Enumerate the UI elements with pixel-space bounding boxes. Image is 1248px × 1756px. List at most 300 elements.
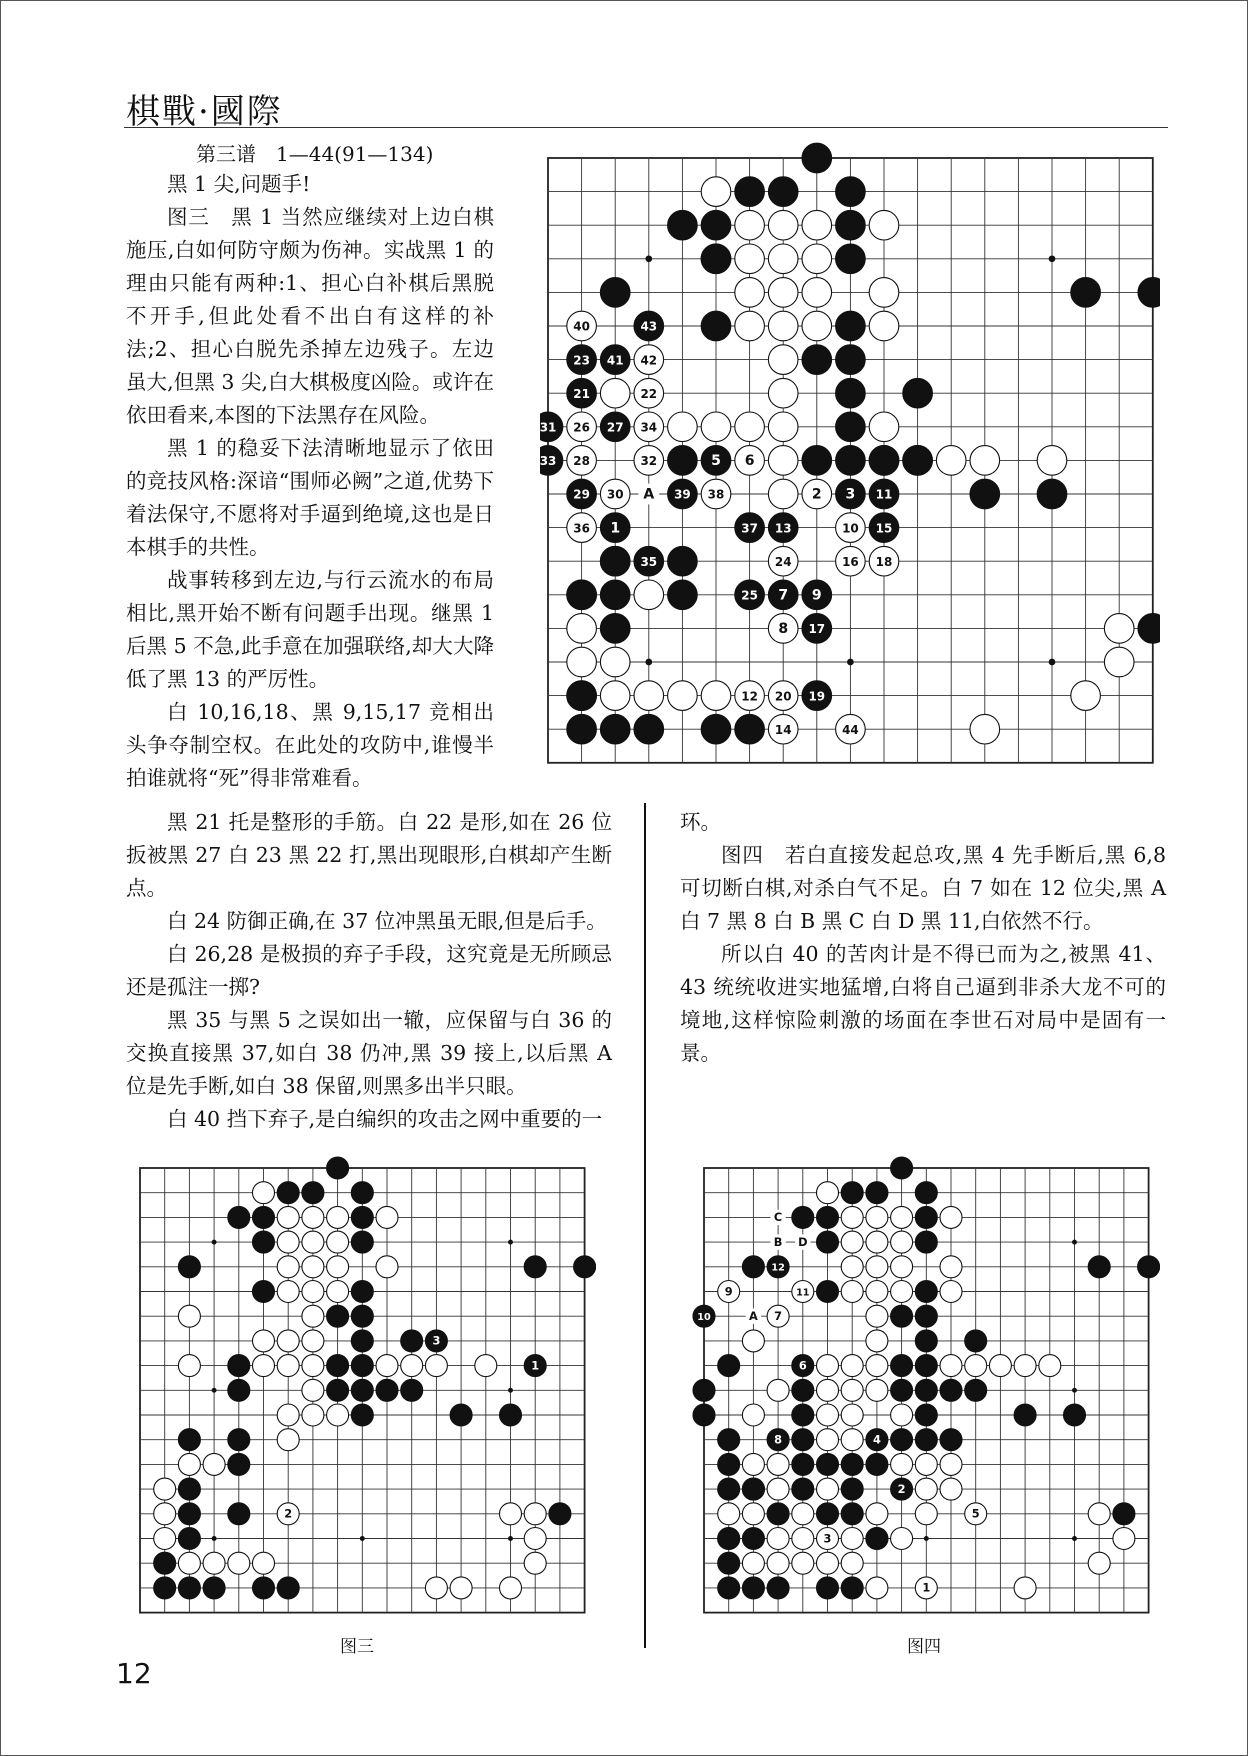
black-stone <box>817 1577 839 1599</box>
black-stone <box>841 1478 863 1500</box>
black-stone <box>668 210 698 240</box>
black-stone <box>792 1404 814 1426</box>
white-stone <box>277 1281 299 1303</box>
white-stone <box>327 1231 349 1253</box>
black-stone <box>701 311 731 341</box>
white-stone <box>970 714 1000 744</box>
stone-label: 13 <box>774 521 792 536</box>
white-stone <box>178 1305 200 1327</box>
black-stone <box>401 1330 423 1352</box>
paragraph: 白 10,16,18、黑 9,15,17 竞相出头争夺制空权。在此处的攻防中,谁慢半拍谁就将“死”得非常难看。 <box>126 700 494 790</box>
black-stone <box>154 1577 176 1599</box>
black-stone <box>891 1355 913 1377</box>
paragraph: 黑 21 托是整形的手筋。白 22 是形,如在 26 位扳被黑 27 白 23 黑 22 打,黑出现眼形,白棋却产生断点。 <box>126 810 612 900</box>
white-stone <box>742 1503 764 1525</box>
black-stone <box>802 143 832 173</box>
paragraph: 环。 <box>680 810 721 834</box>
black-stone <box>742 1256 764 1278</box>
black-stone <box>841 1503 863 1525</box>
black-stone <box>693 1379 715 1401</box>
black-stone <box>253 1231 275 1253</box>
stone-label: 9 <box>811 587 822 604</box>
white-stone <box>792 1503 814 1525</box>
black-stone <box>500 1404 522 1426</box>
black-stone <box>228 1355 250 1377</box>
white-stone <box>524 1503 546 1525</box>
white-stone <box>302 1404 324 1426</box>
white-stone <box>302 1305 324 1327</box>
white-stone <box>735 412 765 442</box>
black-stone <box>228 1453 250 1475</box>
white-stone <box>866 1256 888 1278</box>
black-stone <box>668 446 698 476</box>
star-point <box>847 659 854 666</box>
star-point <box>1049 659 1056 666</box>
black-stone <box>178 1256 200 1278</box>
black-stone <box>940 1429 962 1451</box>
black-stone <box>634 714 664 744</box>
stone-label: B <box>773 1234 783 1249</box>
white-stone <box>1104 614 1134 644</box>
black-stone <box>327 1355 349 1377</box>
white-stone <box>701 681 731 711</box>
stone-label: 40 <box>573 319 590 334</box>
stone-label: 20 <box>774 689 792 704</box>
white-stone <box>277 1330 299 1352</box>
white-stone <box>767 1379 789 1401</box>
black-stone <box>792 1453 814 1475</box>
stone-label: 8 <box>774 1432 783 1447</box>
black-stone <box>965 1379 987 1401</box>
black-stone <box>718 1528 740 1550</box>
paragraph: 战事转移到左边,与行云流水的布局相比,黑开始不断有问题手出现。继黑 1 后黑 5 不急,此手意在加强联络,却大大降低了黑 13 的严厉性。 <box>126 568 494 691</box>
white-stone <box>701 412 731 442</box>
white-stone <box>253 1355 275 1377</box>
white-stone <box>327 1256 349 1278</box>
white-stone <box>891 1281 913 1303</box>
stone-label: 36 <box>573 521 590 536</box>
stone-label: 35 <box>640 554 658 569</box>
white-stone <box>802 278 832 308</box>
stone-label: 6 <box>798 1358 807 1373</box>
stone-label: 5 <box>711 453 721 470</box>
white-stone <box>866 1281 888 1303</box>
black-stone <box>915 1182 937 1204</box>
black-stone <box>915 1330 937 1352</box>
white-stone <box>841 1206 863 1228</box>
star-point <box>212 1388 217 1393</box>
black-stone <box>817 1231 839 1253</box>
white-stone <box>891 1404 913 1426</box>
black-stone <box>915 1429 937 1451</box>
stone-label: 42 <box>640 353 658 368</box>
paragraph: 所以白 40 的苦肉计是不得已而为之,被黑 41、43 统统收进实地猛增,白将自己逼到非杀大龙不可的境地,这样惊险刺激的场面在李世石对局中是固有一景。 <box>680 942 1166 1065</box>
black-stone <box>792 1478 814 1500</box>
white-stone <box>600 647 630 677</box>
stone-label: 25 <box>741 588 758 603</box>
black-stone <box>351 1182 373 1204</box>
black-stone <box>836 311 866 341</box>
white-stone <box>154 1478 176 1500</box>
black-stone <box>817 1206 839 1228</box>
column-divider <box>644 803 646 1648</box>
stone-label: 5 <box>971 1506 980 1521</box>
black-stone <box>600 714 630 744</box>
white-stone <box>302 1231 324 1253</box>
white-stone <box>302 1206 324 1228</box>
stone-label: 17 <box>808 622 826 637</box>
white-stone <box>500 1503 522 1525</box>
white-stone <box>302 1379 324 1401</box>
white-stone <box>302 1355 324 1377</box>
black-stone <box>817 1281 839 1303</box>
white-stone <box>203 1552 225 1574</box>
black-stone <box>1014 1404 1036 1426</box>
white-stone <box>841 1379 863 1401</box>
white-stone <box>634 580 664 610</box>
white-stone <box>302 1281 324 1303</box>
stone-label: 10 <box>697 1311 711 1323</box>
white-stone <box>891 1256 913 1278</box>
black-stone <box>817 1453 839 1475</box>
white-stone <box>940 1355 962 1377</box>
white-stone <box>940 1453 962 1475</box>
white-stone <box>802 210 832 240</box>
white-stone <box>1113 1528 1135 1550</box>
white-stone <box>327 1206 349 1228</box>
white-stone <box>768 378 798 408</box>
white-stone <box>841 1355 863 1377</box>
black-stone <box>965 1330 987 1352</box>
white-stone <box>401 1355 423 1377</box>
white-stone <box>203 1453 225 1475</box>
white-stone <box>253 1330 275 1352</box>
white-stone <box>524 1528 546 1550</box>
white-stone <box>327 1404 349 1426</box>
white-stone <box>1088 1503 1110 1525</box>
black-stone <box>915 1379 937 1401</box>
white-stone <box>802 244 832 274</box>
black-stone <box>701 244 731 274</box>
black-stone <box>940 1379 962 1401</box>
white-stone <box>866 1231 888 1253</box>
white-stone <box>600 681 630 711</box>
stone-label: 12 <box>771 1262 785 1274</box>
black-stone <box>903 446 933 476</box>
figure3-go-board <box>128 1152 596 1626</box>
white-stone <box>817 1552 839 1574</box>
stone-label: 9 <box>724 1284 733 1299</box>
white-stone <box>742 1453 764 1475</box>
mid-left-column <box>126 806 612 1136</box>
white-stone <box>841 1429 863 1451</box>
white-stone <box>277 1355 299 1377</box>
black-stone <box>841 1453 863 1475</box>
black-stone <box>767 1577 789 1599</box>
black-stone <box>1113 1503 1135 1525</box>
black-stone <box>802 446 832 476</box>
black-stone <box>866 1528 888 1550</box>
stone-label: 28 <box>573 454 590 469</box>
black-stone <box>767 1503 789 1525</box>
black-stone <box>891 1379 913 1401</box>
white-stone <box>154 1503 176 1525</box>
stone-label: C <box>773 1210 783 1225</box>
black-stone <box>178 1429 200 1451</box>
white-stone <box>768 278 798 308</box>
white-stone <box>768 210 798 240</box>
stone-label: 3 <box>823 1531 832 1546</box>
black-stone <box>401 1379 423 1401</box>
stone-label: 1 <box>922 1580 931 1595</box>
star-point <box>645 255 652 262</box>
black-stone <box>866 1182 888 1204</box>
black-stone <box>836 345 866 375</box>
black-stone <box>836 244 866 274</box>
stone-label: 10 <box>842 521 859 536</box>
white-stone <box>940 1206 962 1228</box>
black-stone <box>351 1281 373 1303</box>
paragraph: 图三 黑 1 当然应继续对上边白棋施压,白如何防守颇为伤神。实战黑 1 的理由只能有两种:1、担心白补棋后黑脱不开手,但此处看不出白有这样的补法;2、担心白脱先杀掉左边残子。左边虽大,但黑 3 尖,白大棋极度凶险。或许在依田看来,本图的下法黑存在风险。 <box>126 205 494 427</box>
black-stone <box>915 1305 937 1327</box>
white-stone <box>767 1478 789 1500</box>
black-stone <box>718 1552 740 1574</box>
white-stone <box>302 1256 324 1278</box>
black-stone <box>351 1330 373 1352</box>
white-stone <box>869 278 899 308</box>
white-stone <box>841 1281 863 1303</box>
white-stone <box>376 1355 398 1377</box>
left-column <box>126 168 494 795</box>
black-stone <box>668 580 698 610</box>
black-stone <box>768 177 798 207</box>
star-point <box>508 1240 513 1245</box>
white-stone <box>866 1206 888 1228</box>
black-stone <box>970 479 1000 509</box>
white-stone <box>989 1355 1011 1377</box>
white-stone <box>768 446 798 476</box>
stone-label: 29 <box>573 487 590 502</box>
black-stone <box>792 1379 814 1401</box>
black-stone <box>277 1577 299 1599</box>
stone-label: 2 <box>897 1481 906 1496</box>
white-stone <box>841 1528 863 1550</box>
star-point <box>645 659 652 666</box>
main-go-board <box>540 138 1160 764</box>
white-stone <box>936 446 966 476</box>
white-stone <box>817 1429 839 1451</box>
white-stone <box>277 1231 299 1253</box>
stone-label: 1 <box>610 520 621 537</box>
white-stone <box>767 1552 789 1574</box>
white-stone <box>915 1453 937 1475</box>
white-stone <box>567 647 597 677</box>
white-stone <box>891 1528 913 1550</box>
stone-label: 11 <box>875 487 893 502</box>
white-stone <box>866 1330 888 1352</box>
black-stone <box>817 1503 839 1525</box>
star-point <box>508 1388 513 1393</box>
white-stone <box>792 1528 814 1550</box>
black-stone <box>351 1379 373 1401</box>
black-stone <box>668 546 698 576</box>
white-stone <box>742 1552 764 1574</box>
white-stone <box>425 1577 447 1599</box>
black-stone <box>841 1182 863 1204</box>
black-stone <box>792 1206 814 1228</box>
black-stone <box>915 1231 937 1253</box>
white-stone <box>866 1577 888 1599</box>
black-stone <box>1088 1256 1110 1278</box>
black-stone <box>203 1577 225 1599</box>
white-stone <box>891 1453 913 1475</box>
white-stone <box>253 1552 275 1574</box>
white-stone <box>767 1528 789 1550</box>
black-stone <box>735 714 765 744</box>
stone-label: 14 <box>774 722 792 737</box>
white-stone <box>277 1404 299 1426</box>
black-stone <box>836 177 866 207</box>
paragraph: 白 24 防御正确,在 37 位冲黑虽无眼,但是后手。 <box>167 909 607 933</box>
black-stone <box>841 1577 863 1599</box>
paragraph: 白 40 挡下弃子,是白编织的攻击之网中重要的一 <box>167 1107 603 1131</box>
black-stone <box>869 446 899 476</box>
star-point <box>360 1536 365 1541</box>
black-stone <box>351 1231 373 1253</box>
stone-label: 21 <box>573 386 590 401</box>
white-stone <box>869 311 899 341</box>
white-stone <box>841 1256 863 1278</box>
black-stone <box>302 1182 324 1204</box>
paragraph: 黑 35 与黑 5 之误如出一辙，应保留与白 36 的交换直接黑 37,如白 38 仍冲,黑 39 接上,以后黑 A 位是先手断,如白 38 保留,则黑多出半只眼。 <box>126 1008 612 1098</box>
star-point <box>508 1536 513 1541</box>
white-stone <box>915 1478 937 1500</box>
black-stone <box>718 1453 740 1475</box>
black-stone <box>600 546 630 576</box>
white-stone <box>1039 1355 1061 1377</box>
black-stone <box>253 1206 275 1228</box>
white-stone <box>600 378 630 408</box>
stone-label: 43 <box>640 319 658 334</box>
white-stone <box>302 1330 324 1352</box>
white-stone <box>817 1182 839 1204</box>
black-stone <box>718 1355 740 1377</box>
stone-label: 32 <box>640 454 658 469</box>
stone-label: 2 <box>811 486 822 503</box>
black-stone <box>253 1281 275 1303</box>
stone-label: 19 <box>808 689 826 704</box>
white-stone <box>668 412 698 442</box>
star-point <box>212 1240 217 1245</box>
stone-label: 1 <box>531 1358 540 1373</box>
black-stone <box>718 1429 740 1451</box>
black-stone <box>567 580 597 610</box>
white-stone <box>735 244 765 274</box>
black-stone <box>735 177 765 207</box>
black-stone <box>327 1305 349 1327</box>
stone-label: 7 <box>778 587 789 604</box>
black-stone <box>351 1404 373 1426</box>
stone-label: 16 <box>842 554 859 569</box>
stone-label: 22 <box>640 386 658 401</box>
black-stone <box>376 1379 398 1401</box>
white-stone <box>1104 647 1134 677</box>
white-stone <box>277 1206 299 1228</box>
figure3-caption: 图三 <box>340 1637 374 1657</box>
white-stone <box>735 210 765 240</box>
mid-right-column <box>680 806 1166 1070</box>
black-stone <box>524 1256 546 1278</box>
stone-label: 2 <box>284 1506 293 1521</box>
black-stone <box>1138 1256 1160 1278</box>
black-stone <box>600 278 630 308</box>
black-stone <box>742 1478 764 1500</box>
stone-label: 37 <box>741 521 758 536</box>
white-stone <box>768 244 798 274</box>
white-stone <box>841 1404 863 1426</box>
black-stone <box>549 1503 571 1525</box>
black-stone <box>327 1379 349 1401</box>
white-stone <box>253 1182 275 1204</box>
white-stone <box>817 1478 839 1500</box>
black-stone <box>742 1528 764 1550</box>
white-stone <box>735 278 765 308</box>
white-stone <box>965 1355 987 1377</box>
black-stone <box>228 1503 250 1525</box>
white-stone <box>841 1231 863 1253</box>
black-stone <box>351 1206 373 1228</box>
white-stone <box>891 1206 913 1228</box>
diagram-title: 第三谱 1—44(91—134) <box>196 142 434 166</box>
white-stone <box>768 345 798 375</box>
stone-label: 7 <box>774 1308 783 1323</box>
white-stone <box>742 1330 764 1352</box>
stone-label: 26 <box>573 420 590 435</box>
black-stone <box>178 1503 200 1525</box>
black-stone <box>891 1157 913 1179</box>
white-stone <box>228 1552 250 1574</box>
stone-label: A <box>749 1308 758 1323</box>
stone-label: 15 <box>875 521 893 536</box>
white-stone <box>450 1577 472 1599</box>
white-stone <box>866 1379 888 1401</box>
stone-label: 6 <box>744 453 755 470</box>
black-stone <box>1064 1404 1086 1426</box>
black-stone <box>701 714 731 744</box>
black-stone <box>891 1305 913 1327</box>
stone-label: 44 <box>842 722 859 737</box>
page-number: 12 <box>116 1657 152 1690</box>
white-stone <box>1088 1552 1110 1574</box>
white-stone <box>768 479 798 509</box>
white-stone <box>768 412 798 442</box>
stone-label: 4 <box>872 1432 881 1447</box>
black-stone <box>915 1206 937 1228</box>
stone-label: 30 <box>606 487 624 502</box>
black-stone <box>718 1577 740 1599</box>
white-stone <box>500 1577 522 1599</box>
header-rule <box>124 127 1168 128</box>
stone-label: 11 <box>796 1287 810 1299</box>
black-stone <box>253 1577 275 1599</box>
white-stone <box>178 1453 200 1475</box>
white-stone <box>869 210 899 240</box>
stone-label: 24 <box>774 554 792 569</box>
black-stone <box>228 1379 250 1401</box>
white-stone <box>1071 681 1101 711</box>
white-stone <box>817 1379 839 1401</box>
white-stone <box>1014 1577 1036 1599</box>
